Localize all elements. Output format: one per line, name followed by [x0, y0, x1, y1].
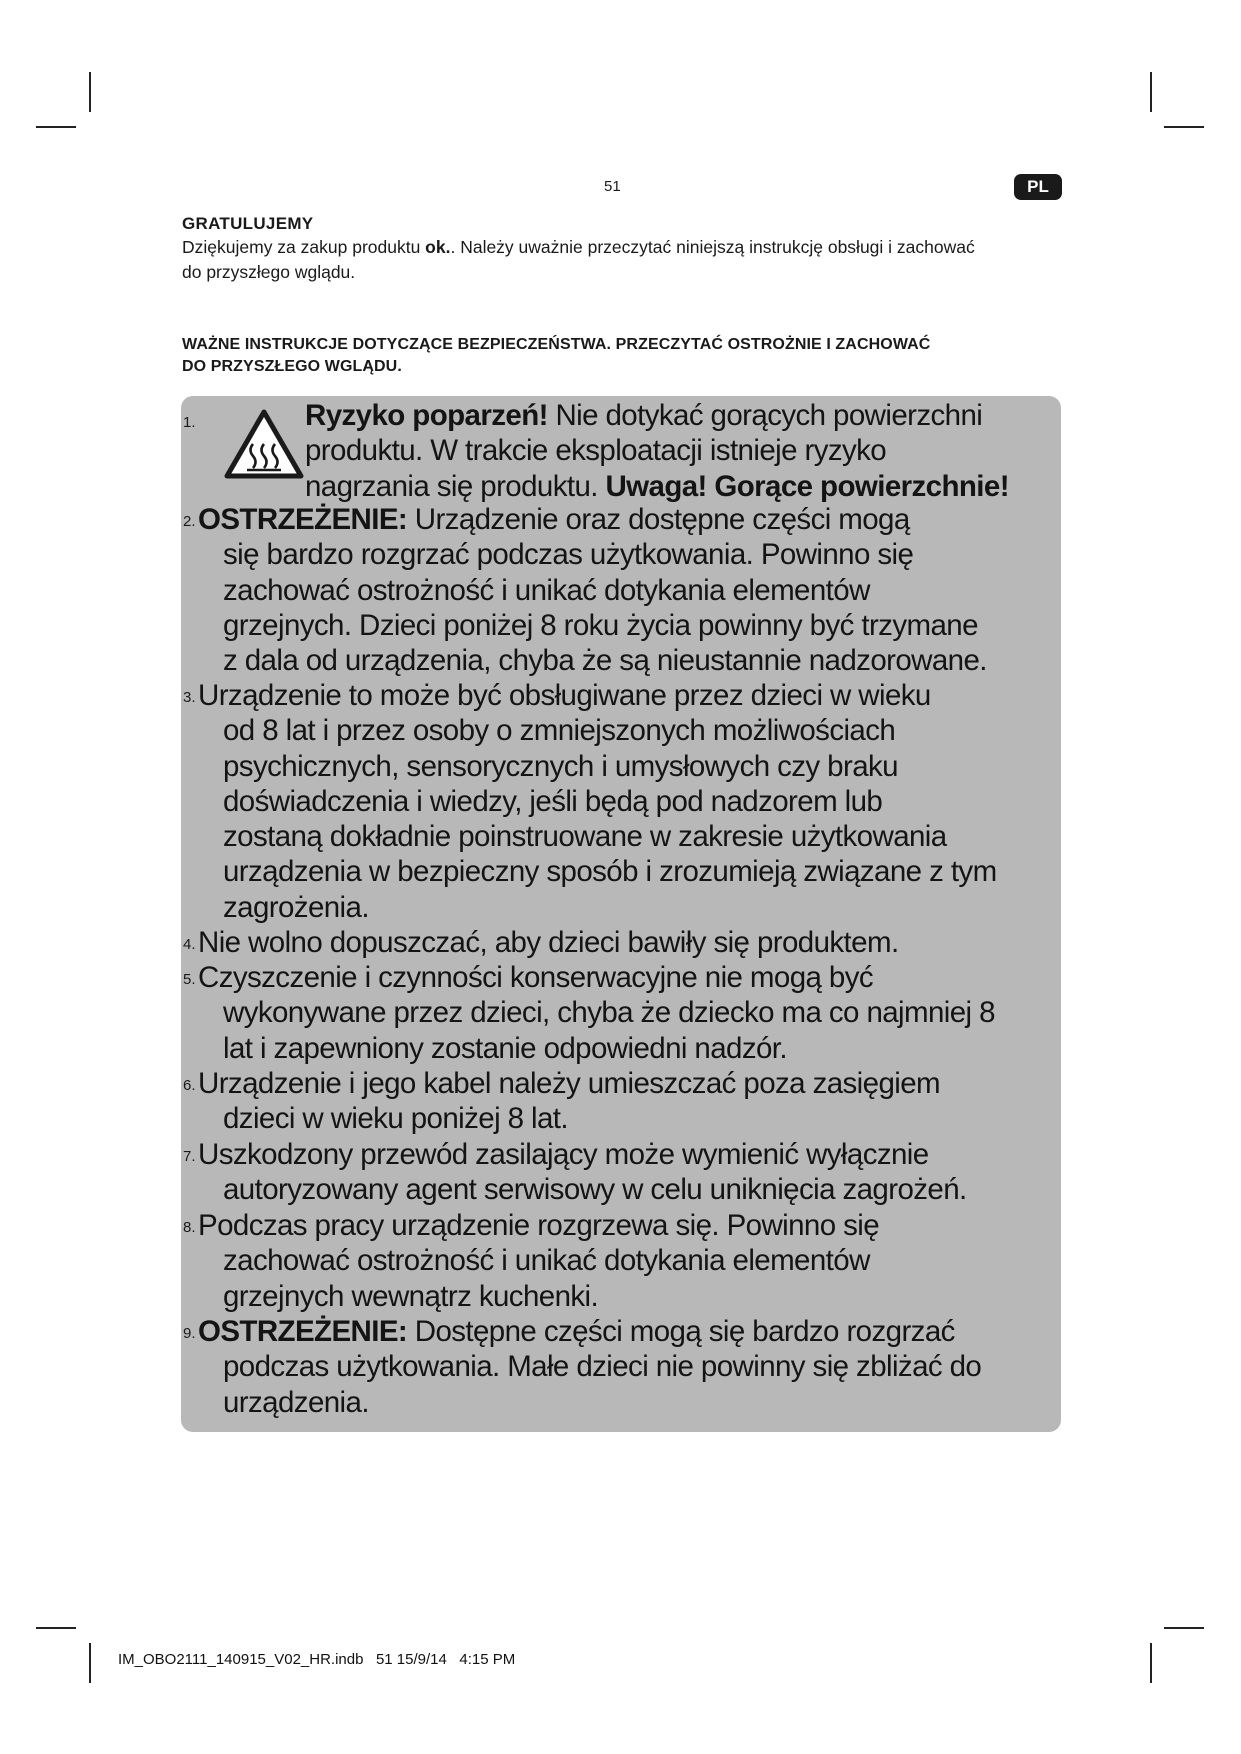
item-number: 9.: [183, 1325, 196, 1342]
item-line: lat i zapewniony zostanie odpowiedni nadzór.: [223, 1031, 787, 1065]
item-line: z dala od urządzenia, chyba że są nieustannie nadzorowane.: [223, 644, 987, 678]
item-line: nagrzania się produktu.: [305, 469, 606, 503]
language-badge: PL: [1014, 174, 1062, 200]
page-number: 51: [604, 178, 621, 195]
crop-mark-bottom-left-horizontal: [36, 1627, 76, 1629]
item-line: Uszkodzony przewód zasilający może wymienić wyłącznie: [198, 1138, 929, 1171]
item-lead: OSTRZEŻENIE:: [198, 503, 408, 536]
brand-name: ok.: [425, 237, 451, 257]
item-number: 8.: [183, 1219, 196, 1236]
item-line: od 8 lat i przez osoby o zmniejszonych możliwościach: [223, 714, 896, 748]
intro-paragraph: [182, 235, 1062, 285]
item-number: 2.: [183, 513, 196, 530]
item-line: podczas użytkowania. Małe dzieci nie powinny się zbliżać do: [223, 1350, 982, 1384]
intro-text-line2: do przyszłego wglądu.: [182, 262, 356, 282]
safety-heading-line2: DO PRZYSZŁEGO WGLĄDU.: [182, 358, 402, 375]
item-line: Nie dotykać gorących powierzchni: [547, 399, 983, 432]
item-line: Czyszczenie i czynności konserwacyjne nie mogą być: [198, 961, 874, 994]
intro-text-cont: . Należy uważnie przeczytać niniejszą instrukcję obsługi i zachować: [450, 237, 975, 257]
item-line: doświadczenia i wiedzy, jeśli będą pod nadzorem lub: [223, 784, 883, 818]
crop-mark-top-right-vertical: [1150, 72, 1152, 112]
item-number: 1.: [183, 414, 196, 431]
item-line: zachować ostrożność i unikać dotykania elementów: [223, 1244, 870, 1278]
item-line: grzejnych. Dzieci poniżej 8 roku życia powinny być trzymane: [223, 608, 978, 642]
crop-mark-top-left-vertical: [89, 72, 91, 112]
item-line: zagrożenia.: [223, 890, 369, 924]
item-line: grzejnych wewnątrz kuchenki.: [223, 1279, 599, 1313]
item-line: autoryzowany agent serwisowy w celu uniknięcia zagrożeń.: [223, 1173, 967, 1207]
item-line: produktu. W trakcie eksploatacji istnieje ryzyko: [305, 434, 887, 468]
safety-warnings-box: [181, 396, 1061, 1432]
item-number: 6.: [183, 1077, 196, 1094]
intro-text: Dziękujemy za zakup produktu: [182, 237, 426, 257]
item-line: urządzenia w bezpieczny sposób i zrozumieją związane z tym: [223, 855, 997, 889]
item-lead: OSTRZEŻENIE:: [198, 1315, 408, 1348]
crop-mark-top-right-horizontal: [1164, 126, 1204, 128]
item-line: Urządzenie oraz dostępne części mogą: [407, 503, 910, 536]
item-line: wykonywane przez dzieci, chyba że dziecko ma co najmniej 8: [223, 996, 995, 1030]
item-number: 5.: [183, 971, 196, 988]
safety-heading-line1: WAŻNE INSTRUKCJE DOTYCZĄCE BEZPIECZEŃSTWA. PRZECZYTAĆ OSTROŻNIE I ZACHOWAĆ: [182, 336, 931, 353]
item-strong: Uwaga! Gorące powierzchnie!: [605, 469, 1009, 503]
crop-mark-bottom-right-horizontal: [1164, 1627, 1204, 1629]
item-line: Urządzenie to może być obsługiwane przez dzieci w wieku: [198, 679, 931, 712]
item-line: zostaną dokładnie poinstruowane w zakresie użytkowania: [223, 820, 947, 854]
item-line: się bardzo rozgrzać podczas użytkowania. Powinno się: [223, 538, 914, 572]
item-number: 7.: [183, 1148, 196, 1165]
item-line: Podczas pracy urządzenie rozgrzewa się. Powinno się: [198, 1209, 880, 1242]
item-line: dzieci w wieku poniżej 8 lat.: [223, 1102, 568, 1136]
item-line: Nie wolno dopuszczać, aby dzieci bawiły się produktem.: [198, 926, 899, 959]
crop-mark-bottom-right-vertical: [1150, 1643, 1152, 1683]
item-line: Urządzenie i jego kabel należy umieszczać poza zasięgiem: [198, 1067, 940, 1100]
item-line: Dostępne części mogą się bardzo rozgrzać: [407, 1315, 955, 1348]
item-lead: Ryzyko poparzeń!: [305, 399, 548, 432]
congrats-title: GRATULUJEMY: [182, 214, 314, 233]
item-number: 3.: [183, 689, 196, 706]
item-line: psychicznych, sensorycznych i umysłowych czy braku: [223, 749, 898, 783]
item-number: 4.: [183, 936, 196, 953]
safety-heading: [182, 334, 1062, 378]
item-line: zachować ostrożność i unikać dotykania elementów: [223, 573, 870, 607]
print-slug: IM_OBO2111_140915_V02_HR.indb 51 15/9/14 4:15 PM: [118, 1651, 516, 1668]
crop-mark-top-left-horizontal: [36, 126, 76, 128]
crop-mark-bottom-left-vertical: [89, 1643, 91, 1683]
item-line: urządzenia.: [223, 1385, 369, 1419]
hot-surface-warning-icon: [223, 408, 305, 480]
